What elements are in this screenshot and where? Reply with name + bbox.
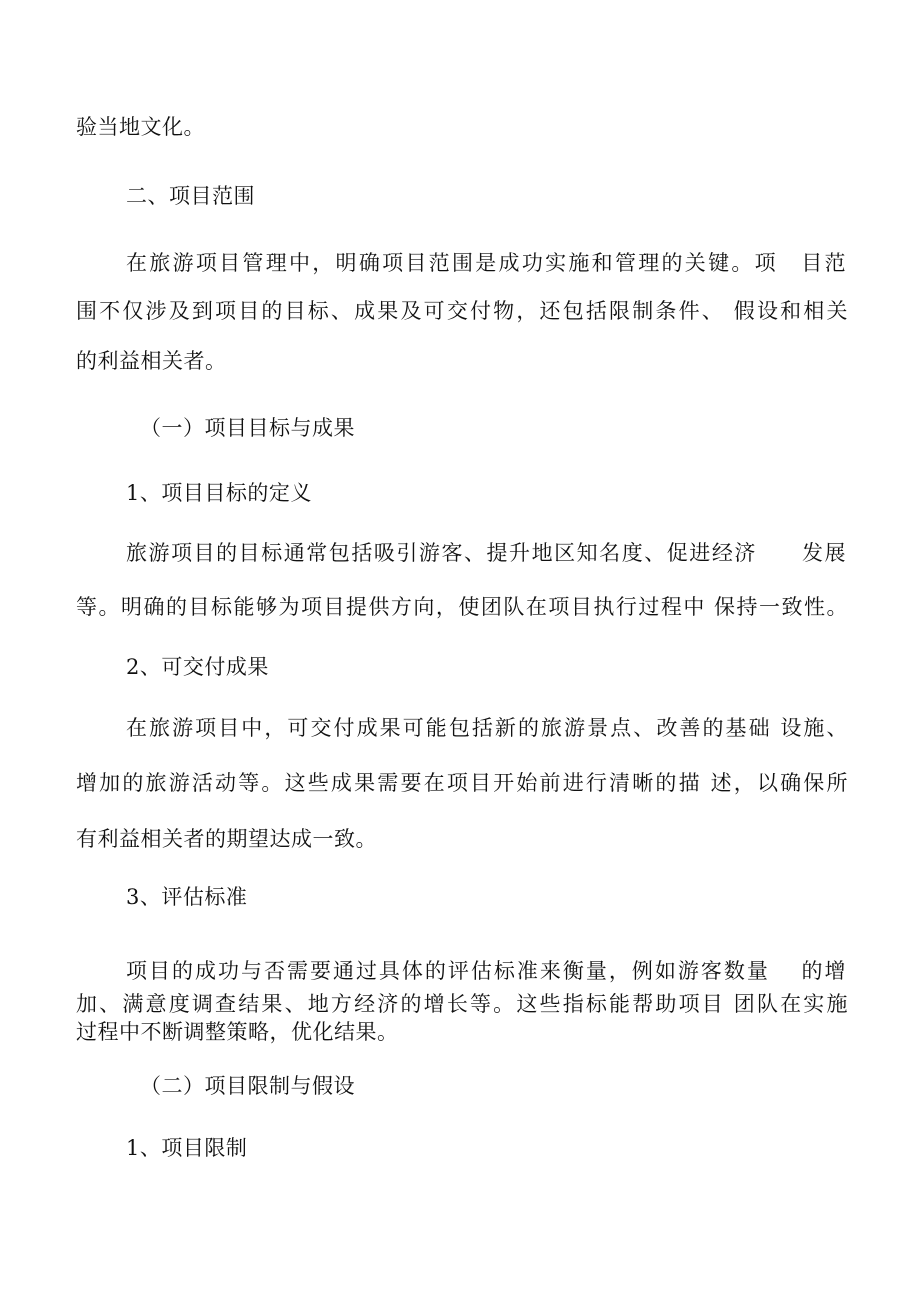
paragraph-line: 围不仅涉及到项目的目标、成果及可交付物，还包括限制条件、 假设和相关 — [76, 299, 848, 323]
paragraph-line: 的利益相关者。 — [76, 349, 227, 373]
item-heading: 1、项目目标的定义 — [126, 481, 312, 505]
paragraph-line: 等。明确的目标能够为项目提供方向，使团队在项目执行过程中 保持一致性。 — [76, 595, 848, 619]
item-heading: 2、可交付成果 — [126, 655, 269, 679]
paragraph-line: 旅游项目的目标通常包括吸引游客、提升地区知名度、促进经济 发展 — [126, 541, 846, 565]
paragraph-line: 增加的旅游活动等。这些成果需要在项目开始前进行清晰的描 述，以确保所 — [76, 771, 848, 795]
paragraph-line: 项目的成功与否需要通过具体的评估标准来衡量，例如游客数量 的增 — [126, 959, 846, 983]
paragraph-line: 验当地文化。 — [76, 115, 205, 139]
paragraph-line: 加、满意度调查结果、地方经济的增长等。这些指标能帮助项目 团队在实施 — [76, 992, 848, 1016]
paragraph-line: 在旅游项目管理中，明确项目范围是成功实施和管理的关键。项 目范 — [126, 251, 846, 275]
subsection-heading: （一）项目目标与成果 — [140, 416, 355, 440]
item-heading: 1、项目限制 — [126, 1136, 248, 1160]
item-heading: 3、评估标准 — [126, 885, 248, 909]
paragraph-line: 过程中不断调整策略，优化结果。 — [76, 1020, 399, 1044]
paragraph-line: 有利益相关者的期望达成一致。 — [76, 827, 377, 851]
section-heading: 二、项目范围 — [126, 184, 255, 208]
subsection-heading: （二）项目限制与假设 — [140, 1074, 355, 1098]
paragraph-line: 在旅游项目中，可交付成果可能包括新的旅游景点、改善的基础 设施、 — [126, 716, 848, 740]
